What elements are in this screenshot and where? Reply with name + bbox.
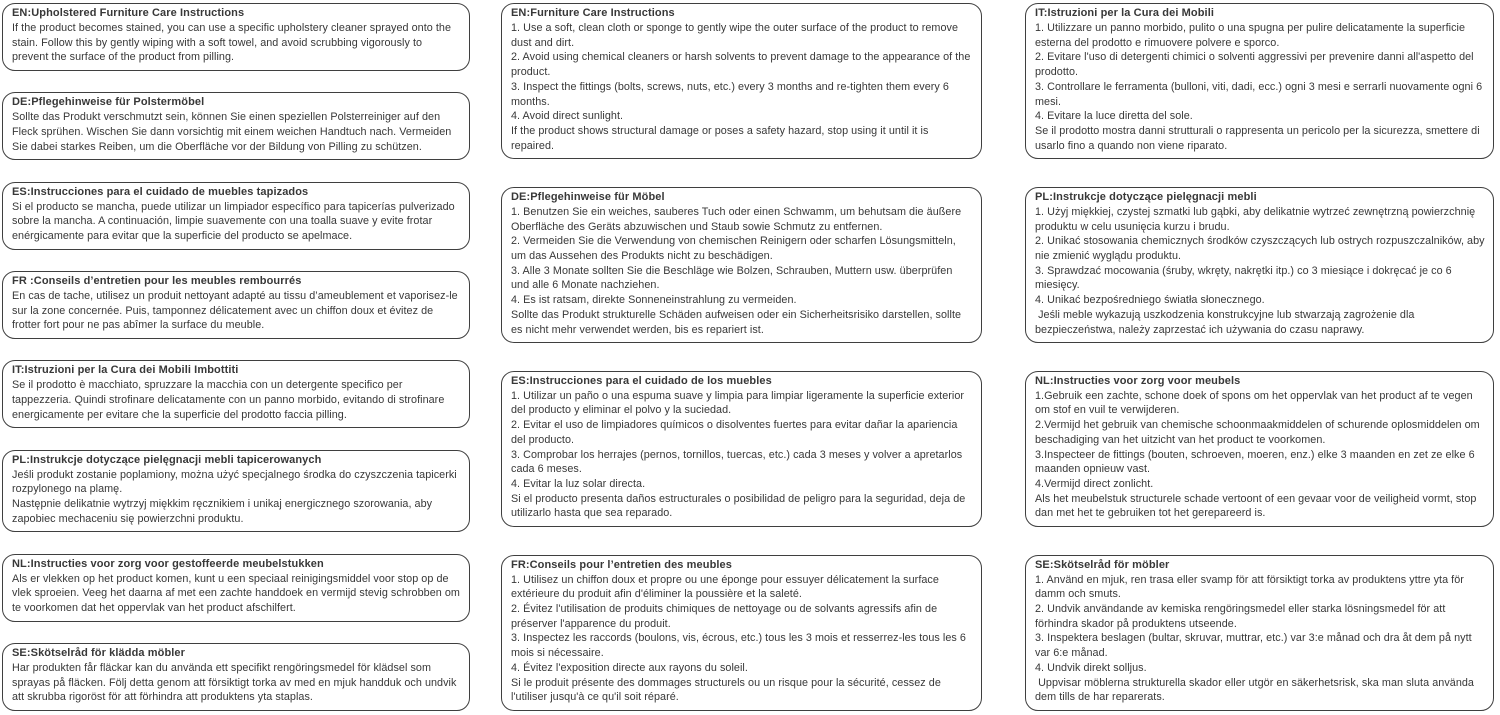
care-card-se-general <box>1025 555 1494 711</box>
care-card-it-upholstered <box>2 360 470 428</box>
card-paragraph: Als het meubelstuk structurele schade vertoont of een gevaar voor de veiligheid vormt, stop dan met het te gebruiken tot het gerepareerd is. <box>1035 492 1480 520</box>
care-card-en-general <box>501 3 982 159</box>
care-card-it-general <box>1025 3 1494 159</box>
care-card-de-upholstered <box>2 92 470 160</box>
card-paragraph: Si le produit présente des dommages structurels ou un risque pour la sécurité, cessez de l'utiliser jusqu'à ce qu'il soit réparé. <box>511 676 944 704</box>
card-paragraph: Sollte das Produkt strukturelle Schäden aufweisen oder ein Sicherheitsrisiko darstellen, sollte es nicht mehr verwendet werden, bis es repariert ist. <box>511 308 965 336</box>
card-paragraph: Uppvisar möblerna strukturella skador eller utgör en säkerhetsrisk, ska man sluta använda dem tills de har reparerats. <box>1035 676 1478 704</box>
card-title: FR:Conseils pour l’entretien des meubles <box>511 558 732 571</box>
card-paragraph: 4. Evitar la luz solar directa. <box>511 478 646 490</box>
card-paragraph: 3. Controllare le ferramenta (bulloni, viti, dadi, ecc.) ogni 3 mesi e serrarli nuovamente ogni 6 mesi. <box>1035 80 1486 108</box>
card-paragraph: 4. Unikać bezpośredniego światła słonecznego. <box>1035 294 1265 307</box>
card-paragraph: 2. Vermeiden Sie die Verwendung von chemischen Reinigern oder scharfen Lösungsmitteln, um das Aussehen des Produkts nicht zu beschädigen. <box>511 235 959 262</box>
card-title: NL:Instructies voor zorg voor meubels <box>1035 374 1241 387</box>
card-paragraph: 1. Utilizzare un panno morbido, pulito o una spugna per pulire delicatamente la superficie esterna del prodotto e rimuovere polvere e sporco. <box>1035 22 1469 49</box>
column-furniture-care-it-se <box>1025 0 1494 715</box>
card-paragraph: 4. Evitare la luce diretta del sole. <box>1035 110 1193 123</box>
card-paragraph: Jeśli produkt zostanie poplamiony, można użyć specjalnego środka do czyszczenia tapicerki rozpylonego na plamę. <box>12 468 460 496</box>
card-paragraph: 4. Avoid direct sunlight. <box>511 110 624 123</box>
card-title: NL:Instructies voor zorg voor gestoffeerde meubelstukken <box>12 557 324 570</box>
care-card-fr-general <box>501 555 982 711</box>
card-title: IT:Istruzioni per la Cura dei Mobili Imbottiti <box>12 364 239 377</box>
card-paragraph: 2. Undvik användande av kemiska rengöringsmedel eller starka lösningsmedel för att förhindra skador på produktens utseende. <box>1035 603 1449 630</box>
card-paragraph: 3. Alle 3 Monate sollten Sie die Beschläge wie Bolzen, Schrauben, Muttern usw. überprüfen und alle 6 Monate nachziehen. <box>511 264 956 292</box>
card-paragraph: 4. Es ist ratsam, direkte Sonneneinstrahlung zu vermeiden. <box>511 294 797 307</box>
card-paragraph: Si el producto se mancha, puede utilizar un limpiador específico para tapicerías pulverizado sobre la mancha. A continuación, limpie suavemente con una toalla suave y evite frotar enérgicamente para evitar que la superficie del producto se apelmace. <box>12 200 458 243</box>
card-title: EN:Furniture Care Instructions <box>511 7 675 19</box>
care-card-pl-general <box>1025 187 1494 343</box>
card-paragraph: En cas de tache, utilisez un produit nettoyant adapté au tissu d’ameublement et vaporisez-le sur la zone concernée. Puis, tamponnez délicatement avec un chiffon doux et évitez de frotter fort pour ne pas abîmer la surface du meuble. <box>12 289 461 332</box>
card-paragraph: Har produkten får fläckar kan du använda ett specifikt rengöringsmedel för klädsel som sprayas på fläcken. Följ detta genom att försiktigt torka av med en mjuk handduk och undvik att skrubba rigoröst för att förhindra att produktens yta staplas. <box>12 661 460 704</box>
card-paragraph: 3. Inspectez les raccords (boulons, vis, écrous, etc.) tous les 3 mois et resserrez-les tous les 6 mois si nécessaire. <box>511 632 970 660</box>
care-card-se-upholstered <box>2 643 470 711</box>
column-upholstered-care <box>2 0 470 715</box>
card-paragraph: If the product shows structural damage or poses a safety hazard, stop using it until it is repaired. <box>511 124 932 152</box>
card-paragraph: 3. Comprobar los herrajes (pernos, tornillos, tuercas, etc.) cada 3 meses y volver a apretarlos cada 6 meses. <box>511 448 966 476</box>
care-card-es-general <box>501 371 982 527</box>
card-title: ES:Instrucciones para el cuidado de muebles tapizados <box>12 185 309 198</box>
card-paragraph: 2. Evitare l'uso di detergenti chimici o solventi aggressivi per prevenire danni all'aspetto del prodotto. <box>1035 51 1477 79</box>
card-paragraph: Se il prodotto è macchiato, spruzzare la macchia con un detergente specifico per tappezzeria. Quindi strofinare delicatamente con un panno morbido, evitando di strofinare energicamente per evitare che la superficie del prodotto faccia pilling. <box>12 379 448 421</box>
care-card-fr-upholstered <box>2 271 470 339</box>
card-paragraph: 1. Użyj miękkiej, czystej szmatki lub gąbki, aby delikatnie wytrzeć zewnętrzną powierzchnię produktu w celu usunięcia kurzu i brudu. <box>1035 205 1479 233</box>
card-title: IT:Istruzioni per la Cura dei Mobili <box>1035 7 1215 19</box>
card-title: DE:Pflegehinweise für Möbel <box>511 190 665 203</box>
card-paragraph: 3.Inspecteer de fittings (bouten, schroeven, moeren, enz.) elke 3 maanden en zet ze elke 6 maanden opnieuw vast. <box>1035 448 1478 476</box>
card-paragraph: 1. Use a soft, clean cloth or sponge to gently wipe the outer surface of the product to remove dust and dirt. <box>511 22 962 49</box>
card-paragraph: Następnie delikatnie wytrzyj miękkim ręcznikiem i unikaj energicznego szorowania, aby zapobiec mechaceniu się powierzchni produktu. <box>12 497 436 525</box>
card-paragraph: 3. Inspektera beslagen (bultar, skruvar, muttrar, etc.) var 3:e månad och dra åt dem på nytt var 6:e månad. <box>1035 632 1475 660</box>
card-paragraph: 1.Gebruik een zachte, schone doek of spons om het oppervlak van het product af te vegen om stof en vuil te verwijderen. <box>1035 389 1476 417</box>
card-paragraph: 1. Benutzen Sie ein weiches, sauberes Tuch oder einen Schwamm, um behutsam die äußere Oberfläche des Geräts abzuwischen und Staub sowie Schmutz zu entfernen. <box>511 205 965 233</box>
card-paragraph: 3. Sprawdzać mocowania (śruby, wkręty, nakrętki itp.) co 3 miesiące i dokręcać je co 6 miesięcy. <box>1035 264 1455 292</box>
card-paragraph: Jeśli meble wykazują uszkodzenia konstrukcyjne lub stwarzają zagrożenie dla bezpieczeństwa, należy zaprzestać ich używania do czasu naprawy. <box>1035 308 1418 336</box>
card-title: SE:Skötselråd för klädda möbler <box>12 646 186 659</box>
card-paragraph: 2. Evitar el uso de limpiadores químicos o disolventes fuertes para evitar dañar la apariencia del producto. <box>511 419 961 446</box>
card-paragraph: 3. Inspect the fittings (bolts, screws, nuts, etc.) every 3 months and re-tighten them every 6 months. <box>511 80 953 108</box>
card-paragraph: Si el producto presenta daños estructurales o posibilidad de peligro para la seguridad, deja de utilizarlo hasta que sea reparado. <box>511 492 969 520</box>
care-card-nl-general <box>1025 371 1494 527</box>
card-paragraph: 1. Utilizar un paño o una espuma suave y limpia para limpiar ligeramente la superficie exterior del producto y eliminar el polvo y la suciedad. <box>511 389 968 417</box>
card-paragraph: 2. Unikać stosowania chemicznych środków czyszczących lub ostrych rozpuszczalników, aby nie zmienić wyglądu produktu. <box>1035 235 1488 262</box>
card-paragraph: 4. Undvik direkt solljus. <box>1035 661 1147 674</box>
card-paragraph: Als er vlekken op het product komen, kunt u een speciaal reinigingsmiddel voor stop op de vlek sproeien. Veeg het daarna af met een zachte handdoek en vermijd stevig schrobben om te voorkomen dat het oppervlak van het product afschilfert. <box>12 572 464 614</box>
care-card-nl-upholstered <box>2 554 470 622</box>
card-paragraph: 2. Évitez l'utilisation de produits chimiques de nettoyage ou de solvants agressifs afin de préserver l'apparence du produit. <box>511 603 941 630</box>
care-card-de-general <box>501 187 982 343</box>
card-title: SE:Skötselråd för möbler <box>1035 558 1170 571</box>
card-paragraph: 1. Använd en mjuk, ren trasa eller svamp för att försiktigt torka av produktens yttre yta för damm och smuts. <box>1035 573 1467 601</box>
card-title: PL:Instrukcje dotyczące pielęgnacji mebli tapicerowanych <box>12 453 322 466</box>
card-paragraph: 2.Vermijd het gebruik van chemische schoonmaakmiddelen of schurende oplosmiddelen om beschadiging van het uitzicht van het product te voorkomen. <box>1035 419 1483 446</box>
card-title: DE:Pflegehinweise für Polstermöbel <box>12 96 205 109</box>
card-title: EN:Upholstered Furniture Care Instructions <box>12 7 245 19</box>
card-title: PL:Instrukcje dotyczące pielęgnacji mebli <box>1035 190 1257 203</box>
card-paragraph: 1. Utilisez un chiffon doux et propre ou une éponge pour essuyer délicatement la surface extérieure du produit afin d'éliminer la poussière et la saleté. <box>511 573 943 601</box>
card-paragraph: 4.Vermijd direct zonlicht. <box>1035 478 1154 490</box>
card-title: FR :Conseils d’entretien pour les meubles rembourrés <box>12 274 302 287</box>
column-furniture-care-en-fr <box>501 0 982 715</box>
care-card-en-upholstered <box>2 3 470 71</box>
card-paragraph: If the product becomes stained, you can use a specific upholstery cleaner sprayed onto the stain. Follow this by gently wiping with a soft towel, and avoid scrubbing vigorously to prevent the surface of the product from pilling. <box>12 22 455 64</box>
care-card-pl-upholstered <box>2 450 470 533</box>
care-card-es-upholstered <box>2 182 470 250</box>
card-paragraph: Se il prodotto mostra danni strutturali o rappresenta un pericolo per la sicurezza, smettere di usarlo fino a quando non viene riparato. <box>1035 124 1483 152</box>
card-paragraph: Sollte das Produkt verschmutzt sein, können Sie einen speziellen Polsterreiniger auf den Fleck sprühen. Wischen Sie dann vorsichtig mit einem weichen Handtuch nach. Vermeiden Sie dabei starkes Reiben, um die Oberfläche vor der Bildung von Pilling zu schützen. <box>12 111 455 153</box>
card-paragraph: 2. Avoid using chemical cleaners or harsh solvents to prevent damage to the appearance of the product. <box>511 51 974 79</box>
card-paragraph: 4. Évitez l'exposition directe aux rayons du soleil. <box>511 661 748 674</box>
card-title: ES:Instrucciones para el cuidado de los muebles <box>511 374 772 387</box>
